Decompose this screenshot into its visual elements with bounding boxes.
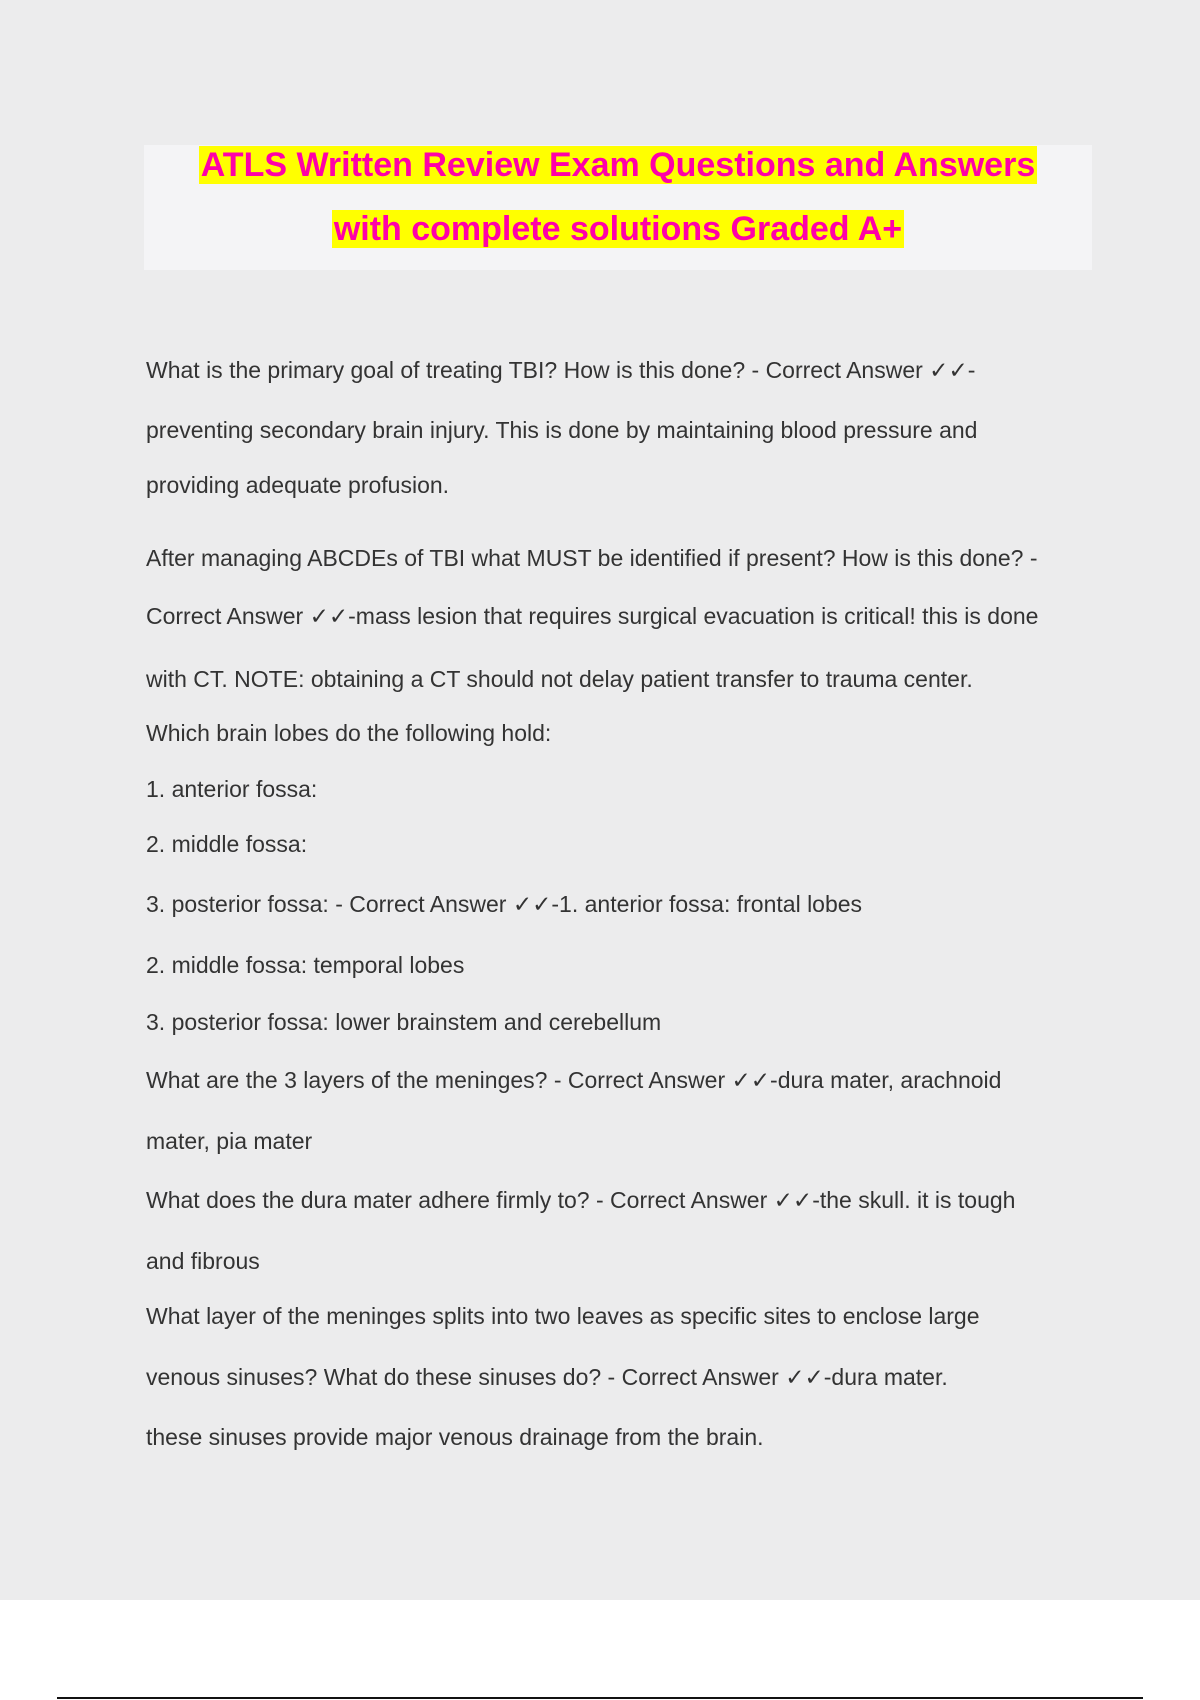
- text-line: What layer of the meninges splits into two leaves as specific sites to enclose large: [146, 1303, 980, 1329]
- text-line: and fibrous: [146, 1248, 260, 1274]
- text-line: What is the primary goal of treating TBI? How is this done? - Correct Answer ✓✓-: [146, 357, 976, 383]
- title-line-1: [144, 145, 1092, 185]
- text-line: these sinuses provide major venous drainage from the brain.: [146, 1424, 764, 1450]
- text-line: with CT. NOTE: obtaining a CT should not delay patient transfer to trauma center.: [146, 666, 973, 692]
- text-line: 3. posterior fossa: lower brainstem and cerebellum: [146, 1009, 662, 1035]
- text-line: Which brain lobes do the following hold:: [146, 720, 552, 746]
- footer-divider: [57, 1697, 1143, 1699]
- title-line-2-text: with complete solutions Graded A+: [333, 210, 903, 248]
- text-line: 3. posterior fossa: - Correct Answer ✓✓-1. anterior fossa: frontal lobes: [146, 891, 863, 917]
- title-line-1-text: ATLS Written Review Exam Questions and Answers: [200, 146, 1036, 184]
- text-line: After managing ABCDEs of TBI what MUST be identified if present? How is this done? -: [146, 545, 1038, 571]
- text-line: 2. middle fossa:: [146, 831, 308, 857]
- text-line: providing adequate profusion.: [146, 472, 450, 498]
- text-line: 2. middle fossa: temporal lobes: [146, 952, 465, 978]
- text-line: venous sinuses? What do these sinuses do? - Correct Answer ✓✓-dura mater.: [146, 1364, 948, 1390]
- text-line: mater, pia mater: [146, 1128, 313, 1154]
- text-line: What does the dura mater adhere firmly to? - Correct Answer ✓✓-the skull. it is tough: [146, 1187, 1016, 1213]
- document-title: [144, 145, 1092, 270]
- title-line-2: [144, 209, 1092, 249]
- text-line: preventing secondary brain injury. This is done by maintaining blood pressure and: [146, 417, 978, 443]
- text-line: What are the 3 layers of the meninges? - Correct Answer ✓✓-dura mater, arachnoid: [146, 1067, 1002, 1093]
- text-line: 1. anterior fossa:: [146, 776, 318, 802]
- text-line: Correct Answer ✓✓-mass lesion that requires surgical evacuation is critical! this is done: [146, 603, 1039, 629]
